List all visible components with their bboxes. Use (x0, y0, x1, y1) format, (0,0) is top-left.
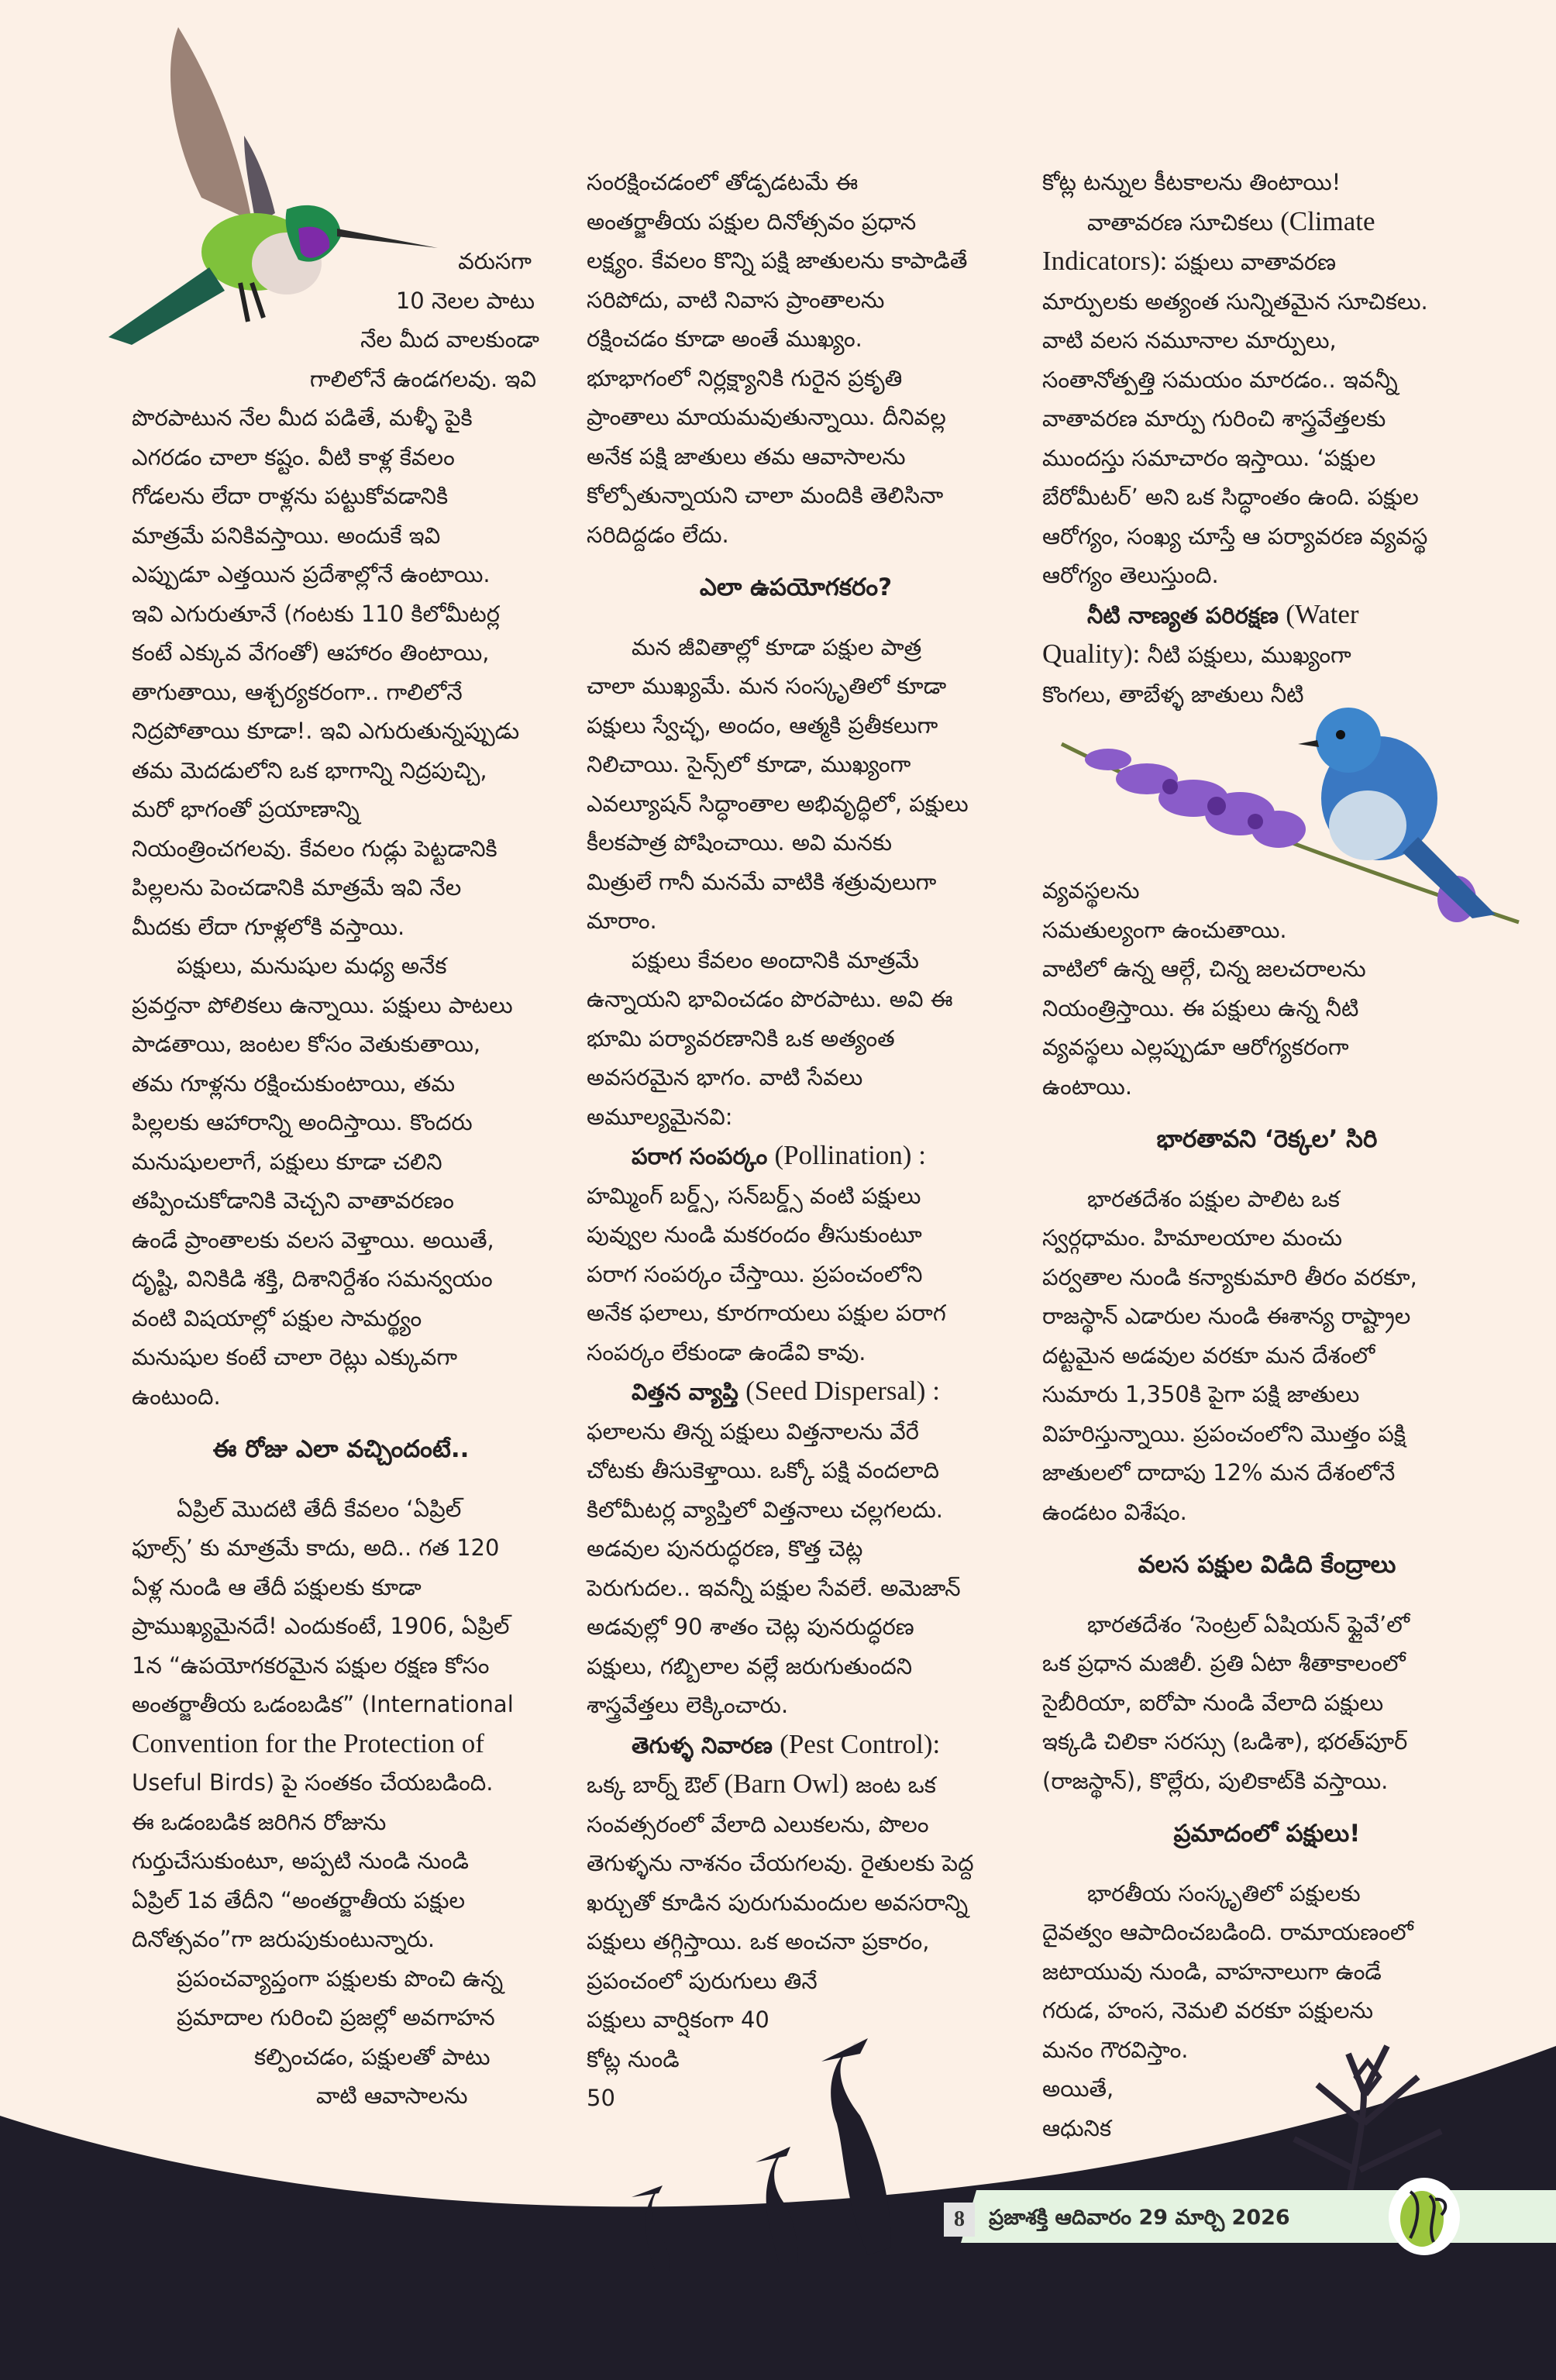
text-line: పరాగ సంపర్కం చేస్తాయి. ప్రపంచంలోని (587, 1260, 923, 1287)
text-line: వంటి విషయాల్లో పక్షుల సామర్థ్యం (132, 1304, 422, 1331)
text-line: నియంత్రిస్తాయి. ఈ పక్షులు ఉన్న నీటి (1042, 994, 1359, 1021)
text-line: దినోత్సవం”గా జరుపుకుంటున్నారు. (132, 1926, 435, 1952)
text-line: ఏప్రిల్ 1వ తేదీని “అంతర్జాతీయ పక్షుల (132, 1886, 466, 1913)
text-line: అయితే, (1042, 2075, 1114, 2102)
text-line: పిల్లలను పెంచడానికి మాత్రమే ఇవి నేల (132, 874, 462, 901)
text-line: పువ్వుల నుండి మకరందం తీసుకుంటూ (587, 1221, 922, 1248)
section-heading: ప్రమాదంలో పక్షులు! (1173, 1820, 1361, 1848)
text-line: సరిపోదు, వాటి నివాస ప్రాంతాలను (587, 286, 885, 313)
text-line: ఇక్కడి చిలికా సరస్సు (ఒడిశా), భరత్‌పూర్ (1042, 1728, 1408, 1755)
text-line: కల్పించడం, పక్షులతో పాటు (254, 2043, 491, 2070)
text-line: అనేక ఫలాలు, కూరగాయలు పక్షుల పరాగ (587, 1300, 946, 1326)
text-line: సంపర్కం లేకుండా ఉండేవి కావు. (587, 1338, 866, 1366)
text-segment: పక్షులు వాతావరణ (1167, 249, 1337, 275)
text-line: శాస్త్రవేత్తలు లెక్కించారు. (587, 1692, 789, 1718)
text-line: భూభాగంలో నిర్లక్ష్యానికి గురైన ప్రకృతి (587, 364, 903, 391)
text-line: భారతదేశం పక్షుల పాలిట ఒక (1087, 1185, 1340, 1212)
climate-subheading (1042, 202, 1492, 243)
text-line: వాటిలో ఉన్న ఆల్గే, చిన్న జలచరాలను (1042, 956, 1366, 982)
text-line: రక్షించడం కూడా అంతే ముఖ్యం. (587, 325, 862, 352)
text-line: సమతుల్యంగా ఉంచుతాయి. (1042, 916, 1287, 943)
pest-english: (Pest Control): (780, 1728, 941, 1759)
text-line: మన జీవితాల్లో కూడా పక్షుల పాత్ర (632, 633, 922, 660)
text-line: నిద్రపోతాయి కూడా!. ఇవి ఎగురుతున్నప్పుడు (132, 718, 520, 744)
seed-english: (Seed Dispersal) : (745, 1376, 940, 1406)
text-line: ప్రపంచంలో పురుగులు తినే (587, 1967, 818, 1994)
text-line: ఎవల్యూషన్ సిద్ధాంతాల అభివృద్ధిలో, పక్షులు (587, 790, 969, 817)
text-line: మారాం. (587, 908, 657, 934)
text-line: స్వర్గధామం. హిమాలయాల మంచు (1042, 1224, 1343, 1251)
climate-term: వాతావరణ సూచికలు (1087, 208, 1273, 236)
column-1 (132, 0, 550, 2116)
text-line: ఖర్చుతో కూడిన పురుగుమందుల అవసరాన్ని (587, 1889, 969, 1916)
text-line: ఆధునిక (1042, 2114, 1112, 2141)
text-line: బేరోమీటర్’ అని ఒక సిద్ధాంతం ఉంది. పక్షుల (1042, 484, 1419, 510)
text-line: అనేక పక్షి జాతులు తమ ఆవాసాలను (587, 443, 906, 470)
text-line: గాలిలోనే ఉండగలవు. ఇవి (309, 365, 536, 392)
pollination-term: పరాగ సంపర్కం (632, 1143, 768, 1169)
text-line: కీలకపాత్ర పోషించాయి. అవి మనకు (587, 829, 893, 856)
text-line: ఆరోగ్యం, సంఖ్య చూస్తే ఆ పర్యావరణ వ్యవస్థ (1042, 522, 1428, 549)
text-line: దట్టమైన అడవుల వరకూ మన దేశంలో (1042, 1342, 1375, 1369)
text-segment: నీటి పక్షులు, ముఖ్యంగా (1140, 642, 1351, 668)
text-line: ఉన్నాయని భావించడం పొరపాటు. అవి ఈ (587, 986, 953, 1012)
text-line: ఫూల్స్’ కు మాత్రమే కాదు, అది.. గత 120 (132, 1534, 500, 1561)
text-line: మనుషులలాగే, పక్షులు కూడా చలిని (132, 1148, 442, 1175)
text-line: విహరిస్తున్నాయి. ప్రపంచంలోని మొత్తం పక్షి (1042, 1420, 1406, 1447)
text-line: ప్రాముఖ్యమైనదే! ఎందుకంటే, 1906, ఏప్రిల్ (132, 1613, 510, 1639)
text-line: పక్షులు వార్షికంగా 40 (587, 2006, 769, 2033)
text-line: రాజస్థాన్ ఎడారుల నుండి ఈశాన్య రాష్ట్రాల (1042, 1303, 1411, 1329)
text-line: దృష్టి, వినికిడి శక్తి, దిశానిర్దేశం సమన్వయం (132, 1266, 493, 1292)
text-line: వాటి వలస నమూనాల మార్పులు, (1042, 327, 1337, 353)
text-line: కోట్ల నుండి (587, 2045, 680, 2072)
text-line: ఉండే ప్రాంతాలకు వలస వెళ్తాయి. అయితే, (132, 1226, 494, 1253)
text-line: సంతానోత్పత్తి సమయం మారడం.. ఇవన్నీ (1042, 366, 1398, 393)
text-line: అవసరమైన భాగం. వాటి సేవలు (587, 1064, 863, 1090)
text-line: వ్యవస్థలను (1042, 877, 1140, 904)
text-line: ఇవి ఎగురుతూనే (గంటకు 110 కిలోమీటర్ల (132, 600, 500, 627)
text-line: అడవుల పునరుద్ధరణ, కొత్త చెట్ల (587, 1535, 863, 1562)
section-heading: ఎలా ఉపయోగకరం? (699, 573, 893, 601)
text-line: గోడలను లేదా రాళ్లను పట్టుకోవడానికి (132, 483, 449, 509)
text-line: సరిదిద్దడం లేదు. (587, 521, 729, 548)
text-line: జాతులలో దాదాపు 12% మన దేశంలోనే (1042, 1459, 1396, 1486)
text-line: దైవత్వం ఆపాదించబడింది. రామాయణంలో (1042, 1919, 1413, 1945)
text-line: (రాజస్థాన్), కొల్లేరు, పులికాట్‌కి వస్తాయి. (1042, 1767, 1389, 1794)
text-line: మరో భాగంతో ప్రయాణాన్ని (132, 796, 360, 822)
text-line: కోల్పోతున్నాయని చాలా మందికి తెలిసినా (587, 482, 944, 508)
pollination-subheading (587, 1136, 1005, 1176)
text-line: మీదకు లేదా గూళ్లలోకి వస్తాయి. (132, 913, 405, 940)
text-line: ఉంటాయి. (1042, 1073, 1133, 1100)
text-line (1042, 242, 1492, 282)
page-number: 8 (944, 2203, 975, 2237)
text-line: ఆరోగ్యం తెలుస్తుంది. (1042, 562, 1219, 588)
water-english-cont: Quality): (1042, 639, 1141, 669)
text-line: అమూల్యమైనవి: (587, 1103, 733, 1130)
text-line: ప్రపంచవ్యాప్తంగా పక్షులకు పొంచి ఉన్న (177, 1965, 504, 1992)
text-line: వరుసగా (458, 248, 532, 274)
text-segment: ఒక్క బార్న్ ఔల్ (587, 1772, 725, 1798)
text-line: తమ గూళ్లను రక్షించుకుంటాయి, తమ (132, 1069, 456, 1097)
text-line: ఎప్పుడూ ఎత్తయిన ప్రదేశాల్లోనే ఉంటాయి. (132, 561, 491, 587)
text-segment-english: (Barn Owl) (724, 1769, 849, 1799)
text-line: సుమారు 1,350కి పైగా పక్షి జాతులు (1042, 1381, 1360, 1407)
text-line: సైబీరియా, ఐరోపా నుండి వేలాది పక్షులు (1042, 1689, 1384, 1716)
text-line: వాటి ఆవాసాలను (316, 2082, 468, 2109)
text-line: పక్షులు, మనుషుల మధ్య అనేక (177, 952, 447, 979)
water-english: (Water (1286, 598, 1359, 629)
text-line: చోటకు తీసుకెళ్తాయి. ఒక్కో పక్షి వందలాది (587, 1457, 940, 1483)
text-line: ఎగరడం చాలా కష్టం. వీటి కాళ్ల కేవలం (132, 443, 455, 470)
column-3 (1042, 163, 1492, 2148)
text-line: అడవుల్లో 90 శాతం చెట్ల పునరుద్ధరణ (587, 1614, 914, 1640)
text-line: తాగుతాయి, ఆశ్చర్యకరంగా.. గాలిలోనే (132, 678, 463, 705)
text-line: అంతర్జాతీయ ఒడంబడిక” (International (132, 1691, 514, 1717)
text-line: పొరపాటున నేల మీద పడితే, మళ్ళీ పైకి (132, 405, 473, 431)
seed-term: విత్తన వ్యాప్తి (632, 1379, 738, 1405)
text-line: ఒక ప్రధాన మజిలీ. ప్రతి ఏటా శీతాకాలంలో (1042, 1650, 1406, 1676)
publication-date-line: ప్రజాశక్తి ఆదివారం 29 మార్చి 2026 (989, 2206, 1290, 2230)
text-line: లక్ష్యం. కేవలం కొన్ని పక్షి జాతులను కాపాడితే (587, 247, 968, 274)
publication-logo-icon (1387, 2176, 1461, 2257)
text-line: వాతావరణ మార్పు గురించి శాస్త్రవేత్తలకు (1042, 405, 1386, 432)
text-line: 50 (587, 2085, 615, 2111)
text-line: ఉంటుంది. (132, 1383, 221, 1410)
text-line: నియంత్రించగలవు. కేవలం గుడ్లు పెట్టడానికి (132, 835, 497, 862)
text-line: మిత్రులే గానీ మనమే వాటికి శత్రువులుగా (587, 868, 937, 895)
climate-english: (Climate (1280, 205, 1375, 236)
text-line: పిల్లలకు ఆహారాన్ని అందిస్తాయి. కొందరు (132, 1109, 473, 1135)
text-line: 1న “ఉపయోగకరమైన పక్షుల రక్షణ కోసం (132, 1652, 490, 1679)
pollination-english: (Pollination) : (774, 1140, 926, 1170)
text-line: మాత్రమే పనికివస్తాయి. అందుకే ఇవి (132, 522, 441, 549)
text-line: కంటే ఎక్కువ వేగంతో) ఆహారం తింటాయి, (132, 639, 490, 666)
text-line: పర్వతాల నుండి కన్యాకుమారి తీరం వరకూ, (1042, 1263, 1417, 1290)
text-line: మనుషుల కంటే చాలా రెట్లు ఎక్కువగా (132, 1344, 458, 1370)
text-line: ప్రవర్తనా పోలికలు ఉన్నాయి. పక్షులు పాటలు (132, 991, 513, 1018)
text-line: భారతదేశం ‘సెంట్రల్ ఏషియన్ ఫ్లైవే’లో (1087, 1610, 1410, 1638)
text-line: పక్షులు, గబ్బిలాల వల్లే జరుగుతుందని (587, 1652, 913, 1679)
text-line: పక్షులు స్వేచ్ఛ, అందం, ఆత్మకి ప్రతీకలుగా (587, 711, 938, 739)
section-heading: వలస పక్షుల విడిది కేంద్రాలు (1138, 1551, 1396, 1579)
water-subheading (1042, 595, 1492, 635)
text-line: ప్రమాదాల గురించి ప్రజల్లో అవగాహన (177, 2004, 495, 2030)
text-line (587, 1765, 1005, 1805)
text-line: ఈ ఒడంబడిక జరిగిన రోజును (132, 1808, 387, 1835)
water-term: నీటి నాణ్యత పరిరక్షణ (1087, 601, 1279, 629)
text-line: 10 నెలల పాటు (395, 287, 535, 314)
text-line: గరుడ, హంస, నెమలి వరకూ పక్షులను (1042, 1997, 1373, 2024)
text-line: జటాయువు నుండి, వాహనాలుగా ఉండే (1042, 1958, 1382, 1985)
pest-term: తెగుళ్ళ నివారణ (632, 1731, 773, 1758)
text-line: వ్యవస్థలు ఎల్లప్పుడూ ఆరోగ్యకరంగా (1042, 1034, 1349, 1060)
text-line: ఏళ్ల నుండి ఆ తేదీ పక్షులకు కూడా (132, 1573, 422, 1600)
text-line: పక్షులు తగ్గిస్తాయి. ఒక అంచనా ప్రకారం, (587, 1928, 930, 1955)
text-line (1042, 635, 1492, 675)
pest-subheading (587, 1725, 1005, 1765)
text-line: సంరక్షించడంలో తోడ్పడటమే ఈ (587, 169, 859, 195)
text-line: నిలిచాయి. సైన్స్‌లో కూడా, ముఖ్యంగా (587, 751, 911, 777)
text-line: పెరుగుదల.. ఇవన్నీ పక్షుల సేవలే. అమెజాన్ (587, 1574, 961, 1601)
column-2 (587, 163, 1005, 2118)
text-line: భూమి పర్యావరణానికి ఒక అత్యంత (587, 1025, 895, 1052)
text-line: ఉండటం విశేషం. (1042, 1498, 1187, 1525)
text-line: కిలోమీటర్ల వ్యాప్తిలో విత్తనాలు చల్లగలదు. (587, 1496, 944, 1523)
text-line: ప్రాంతాలు మాయమవుతున్నాయి. దీనివల్ల (587, 404, 946, 430)
text-line: భారతీయ సంస్కృతిలో పక్షులకు (1087, 1879, 1361, 1906)
text-line: కొంగలు, తాబేళ్ళ జాతులు నీటి (1042, 680, 1304, 708)
text-line: ఫలాలను తిన్న పక్షులు విత్తనాలను వేరే (587, 1417, 919, 1445)
section-heading: భారతావని ‘రెక్కల’ సిరి (1156, 1125, 1378, 1153)
text-line: కోట్ల టన్నుల కీటకాలను తింటాయి! (1042, 169, 1341, 195)
climate-english-cont: Indicators): (1042, 246, 1168, 276)
text-segment: జంట ఒక (848, 1772, 936, 1798)
text-line: Convention for the Protection of (132, 1727, 484, 1758)
text-line: తమ మెదడులోని ఒక భాగాన్ని నిద్రపుచ్చి, (132, 756, 487, 784)
text-line: ఏప్రిల్ మొదటి తేదీ కేవలం ‘ఏప్రిల్ (177, 1495, 462, 1522)
text-line: నేల మీద వాలకుండా (360, 326, 539, 353)
text-line: పాడతాయి, జంటల కోసం వెతుకుతాయి, (132, 1031, 481, 1057)
text-line: హమ్మింగ్ బర్డ్స్, సన్‌బర్డ్స్ వంటి పక్షులు (587, 1182, 921, 1209)
text-line: Useful Birds) పై సంతకం చేయబడింది. (132, 1769, 494, 1796)
text-line: తెగుళ్ళను నాశనం చేయగలవు. రైతులకు పెద్ద (587, 1850, 974, 1876)
section-heading: ఈ రోజు ఎలా వచ్చిందంటే.. (212, 1435, 470, 1463)
text-line: గుర్తుచేసుకుంటూ, అప్పటి నుండి నుండి (132, 1848, 469, 1874)
text-line: మార్పులకు అత్యంత సున్నితమైన సూచికలు. (1042, 288, 1428, 315)
seed-subheading (587, 1372, 1005, 1412)
text-line: సంవత్సరంలో వేలాది ఎలుకలను, పొలం (587, 1810, 929, 1838)
text-line: అంతర్జాతీయ పక్షుల దినోత్సవం ప్రధాన (587, 208, 917, 235)
text-line: తప్పించుకోడానికి వెచ్చని వాతావరణం (132, 1187, 454, 1214)
text-line: ముందస్తు సమాచారం ఇస్తాయి. ‘పక్షుల (1042, 444, 1376, 471)
text-line: చాలా ముఖ్యమే. మన సంస్కృతిలో కూడా (587, 673, 947, 699)
text-line: పక్షులు కేవలం అందానికి మాత్రమే (632, 946, 919, 973)
text-line: మనం గౌరవిస్తాం. (1042, 2036, 1189, 2063)
